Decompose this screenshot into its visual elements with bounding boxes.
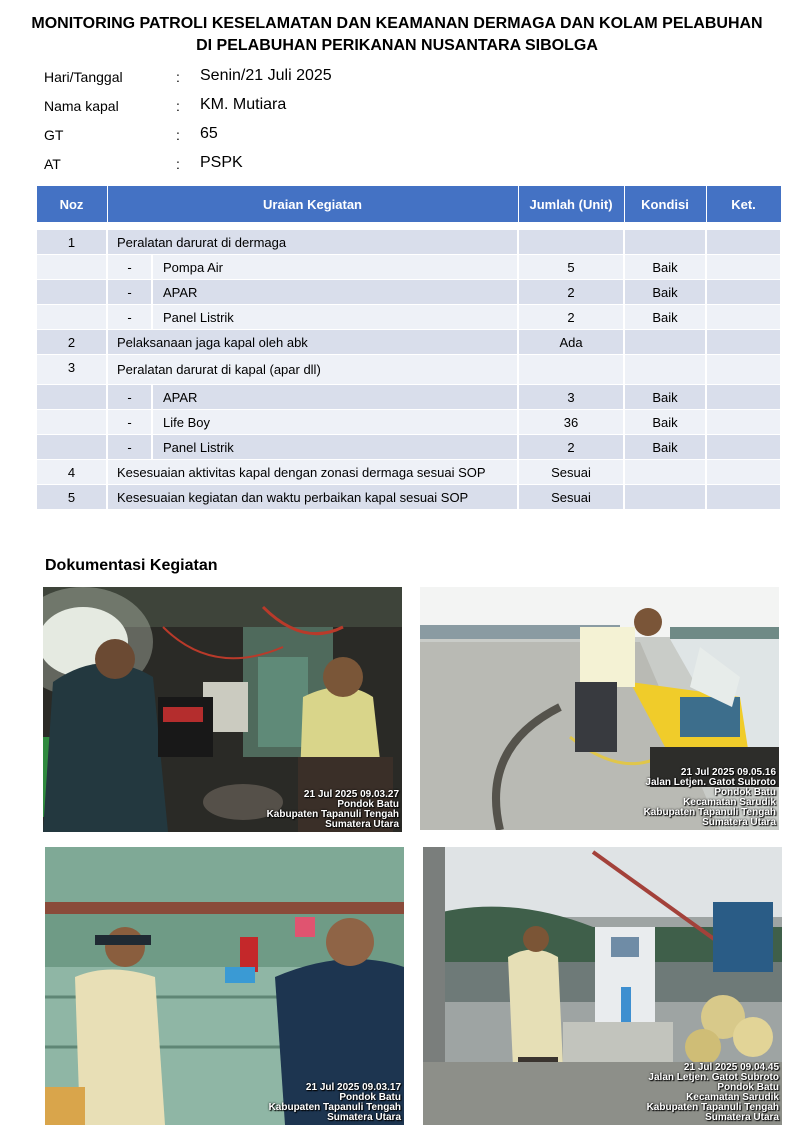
stamp-line: Pondok Batu — [339, 1092, 401, 1103]
row-remarks — [706, 230, 781, 255]
row-description: Panel Listrik — [152, 435, 518, 460]
info-row-at — [44, 151, 444, 180]
stamp-line: Sumatera Utara — [705, 1112, 779, 1123]
row-quantity — [518, 230, 624, 255]
row-remarks — [706, 485, 781, 510]
row-quantity: 2 — [518, 305, 624, 330]
photo-dock-panel — [420, 587, 779, 830]
table-row — [36, 230, 781, 255]
row-remarks — [706, 355, 781, 385]
row-description: Life Boy — [152, 410, 518, 435]
row-condition: Baik — [624, 255, 706, 280]
table-row — [36, 305, 781, 330]
row-quantity: Sesuai — [518, 485, 624, 510]
activity-table — [35, 185, 782, 510]
row-description: APAR — [152, 385, 518, 410]
info-label: GT — [44, 127, 64, 143]
photo-timestamp — [647, 1063, 779, 1123]
stamp-line: Pondok Batu — [337, 799, 399, 810]
row-description: Pompa Air — [152, 255, 518, 280]
photo-timestamp — [644, 768, 776, 828]
table-row — [36, 485, 781, 510]
row-description: Panel Listrik — [152, 305, 518, 330]
stamp-line: Jalan Letjen. Gatot Subroto — [645, 777, 776, 788]
stamp-line: Kecamatan Sarudik — [686, 1092, 779, 1103]
row-remarks — [706, 385, 781, 410]
row-remarks — [706, 305, 781, 330]
info-colon: : — [176, 69, 180, 85]
row-no: 2 — [36, 330, 107, 355]
row-description: Peralatan darurat di dermaga — [107, 230, 518, 255]
photo-ship-cabin — [45, 847, 404, 1125]
row-no: 5 — [36, 485, 107, 510]
info-value: 65 — [200, 125, 218, 142]
row-dash: - — [107, 280, 152, 305]
row-no — [36, 255, 107, 280]
row-remarks — [706, 255, 781, 280]
info-value: KM. Mutiara — [200, 96, 287, 113]
photo-timestamp — [267, 790, 399, 830]
table-row — [36, 410, 781, 435]
row-quantity: 3 — [518, 385, 624, 410]
row-condition: Baik — [624, 280, 706, 305]
table-row — [36, 280, 781, 305]
stamp-line: 21 Jul 2025 09.05.16 — [680, 767, 776, 778]
row-remarks — [706, 410, 781, 435]
row-quantity: 36 — [518, 410, 624, 435]
stamp-line: Kabupaten Tapanuli Tengah — [646, 1102, 779, 1113]
row-quantity — [518, 355, 624, 385]
row-no: 1 — [36, 230, 107, 255]
stamp-line: Sumatera Utara — [325, 819, 399, 830]
row-condition: Baik — [624, 385, 706, 410]
row-remarks — [706, 330, 781, 355]
stamp-line: Kecamatan Sarudik — [683, 797, 776, 808]
table-row — [36, 435, 781, 460]
row-no — [36, 280, 107, 305]
stamp-line: 21 Jul 2025 09.03.27 — [303, 789, 399, 800]
stamp-line: Pondok Batu — [717, 1082, 779, 1093]
title-line-1: MONITORING PATROLI KESELAMATAN DAN KEAMANAN DERMAGA DAN KOLAM PELABUHAN — [31, 15, 763, 32]
info-row-gt — [44, 122, 444, 151]
info-colon: : — [176, 98, 180, 114]
title-line-2: DI PELABUHAN PERIKANAN NUSANTARA SIBOLGA — [196, 37, 598, 54]
header-quantity: Jumlah (Unit) — [518, 186, 624, 223]
stamp-line: Jalan Letjen. Gatot Subroto — [648, 1072, 779, 1083]
stamp-line: Sumatera Utara — [702, 817, 776, 828]
header-condition: Kondisi — [624, 186, 706, 223]
stamp-line: 21 Jul 2025 09.04.45 — [683, 1062, 779, 1073]
stamp-line: Sumatera Utara — [327, 1112, 401, 1123]
header-description: Uraian Kegiatan — [107, 186, 518, 223]
stamp-line: Kabupaten Tapanuli Tengah — [266, 809, 399, 820]
row-condition: Baik — [624, 410, 706, 435]
row-no — [36, 410, 107, 435]
row-description: Pelaksanaan jaga kapal oleh abk — [107, 330, 518, 355]
table-row — [36, 355, 781, 385]
info-label: Nama kapal — [44, 98, 119, 114]
info-label: Hari/Tanggal — [44, 69, 123, 85]
row-quantity: Ada — [518, 330, 624, 355]
row-condition — [624, 230, 706, 255]
row-condition — [624, 330, 706, 355]
row-no: 3 — [36, 355, 107, 385]
table-header-row — [36, 186, 781, 223]
stamp-line: Kabupaten Tapanuli Tengah — [643, 807, 776, 818]
row-quantity: 2 — [518, 280, 624, 305]
row-description: Kesesuaian aktivitas kapal dengan zonasi dermaga sesuai SOP — [107, 460, 518, 485]
header-no: Noz — [36, 186, 107, 223]
documentation-title: Dokumentasi Kegiatan — [45, 557, 218, 574]
row-no: 4 — [36, 460, 107, 485]
stamp-line: Pondok Batu — [714, 787, 776, 798]
row-condition — [624, 485, 706, 510]
table-row — [36, 330, 781, 355]
table-row — [36, 385, 781, 410]
info-value: Senin/21 Juli 2025 — [200, 67, 332, 84]
row-no — [36, 305, 107, 330]
row-condition — [624, 460, 706, 485]
row-dash: - — [107, 410, 152, 435]
row-dash: - — [107, 255, 152, 280]
info-row-date — [44, 64, 444, 93]
stamp-line: Kabupaten Tapanuli Tengah — [268, 1102, 401, 1113]
row-dash: - — [107, 385, 152, 410]
row-remarks — [706, 280, 781, 305]
header-remarks: Ket. — [706, 186, 781, 223]
row-quantity: Sesuai — [518, 460, 624, 485]
row-dash: - — [107, 435, 152, 460]
info-row-ship-name — [44, 93, 444, 122]
photo-engine-room — [43, 587, 402, 832]
info-label: AT — [44, 156, 61, 172]
photo-timestamp — [269, 1083, 401, 1123]
table-row — [36, 460, 781, 485]
row-description: Kesesuaian kegiatan dan waktu perbaikan kapal sesuai SOP — [107, 485, 518, 510]
photo-power-pedestal — [423, 847, 782, 1125]
row-no — [36, 385, 107, 410]
row-condition — [624, 355, 706, 385]
row-condition: Baik — [624, 435, 706, 460]
info-colon: : — [176, 127, 180, 143]
row-remarks — [706, 435, 781, 460]
table-row — [36, 255, 781, 280]
row-description: APAR — [152, 280, 518, 305]
stamp-line: 21 Jul 2025 09.03.17 — [305, 1082, 401, 1093]
row-quantity: 5 — [518, 255, 624, 280]
row-no — [36, 435, 107, 460]
row-description: Peralatan darurat di kapal (apar dll) — [107, 355, 518, 385]
row-condition: Baik — [624, 305, 706, 330]
row-quantity: 2 — [518, 435, 624, 460]
document-title — [0, 13, 794, 57]
info-value: PSPK — [200, 154, 243, 171]
row-remarks — [706, 460, 781, 485]
row-dash: - — [107, 305, 152, 330]
info-colon: : — [176, 156, 180, 172]
